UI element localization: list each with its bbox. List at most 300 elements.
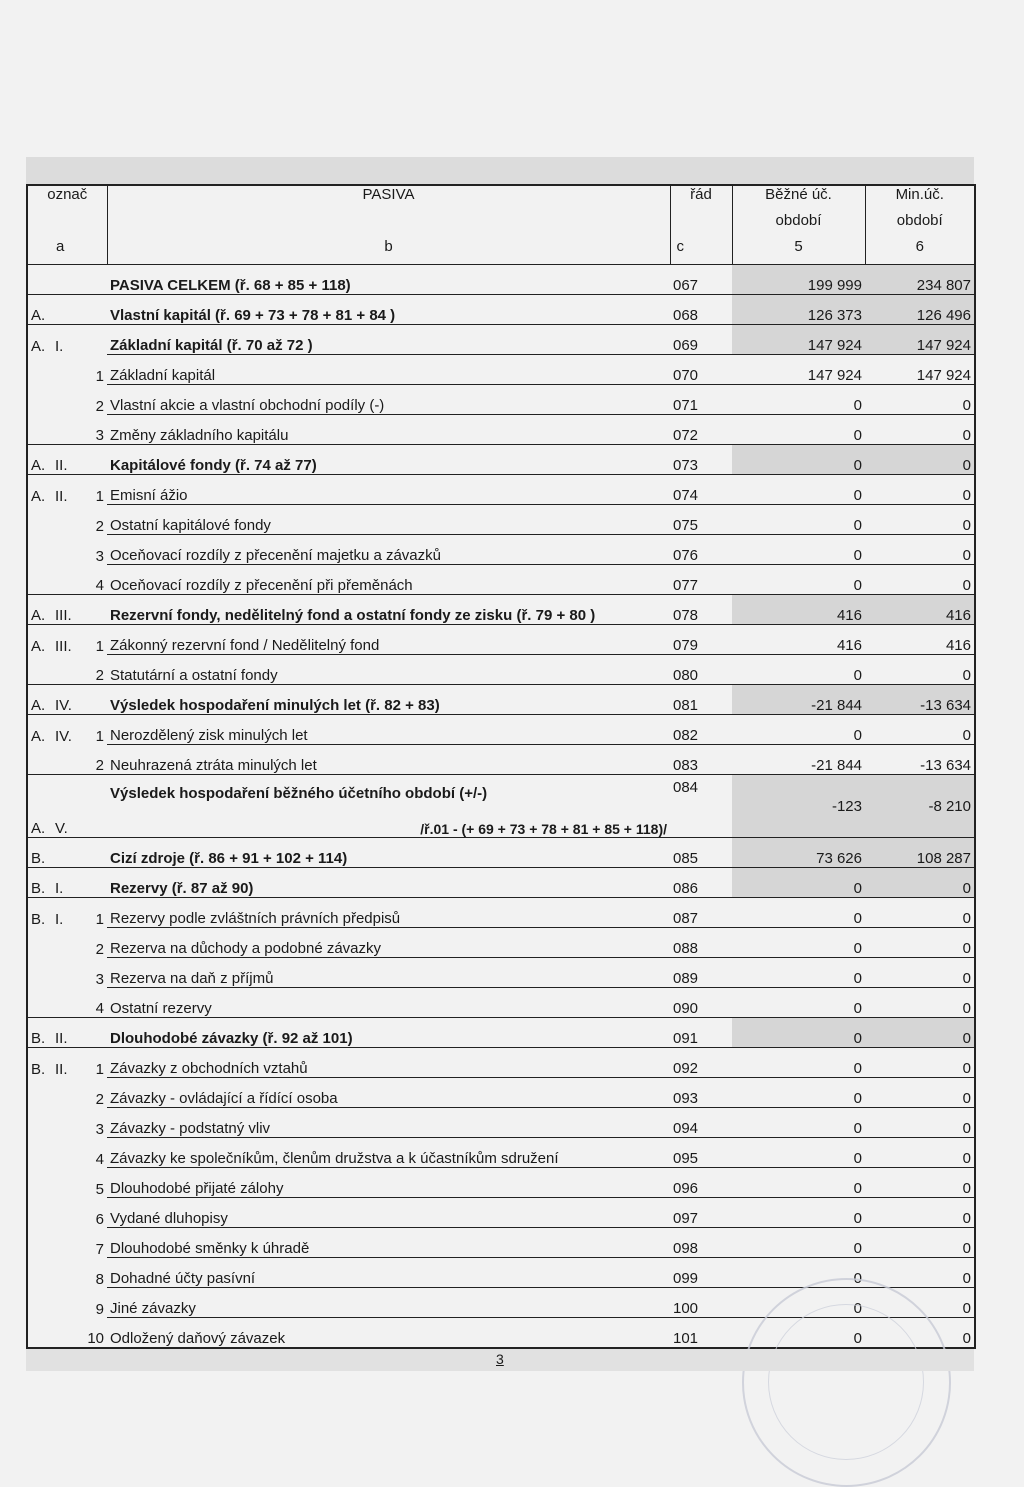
- row-section: A.: [31, 337, 46, 355]
- row-previous-period: -13 634: [865, 745, 975, 775]
- table-row: [27, 595, 975, 625]
- row-item-number: 2: [95, 757, 104, 774]
- table-row: [27, 685, 975, 715]
- row-section: [31, 1301, 55, 1318]
- row-current-period: 147 924: [732, 325, 865, 355]
- row-rad: 083: [670, 745, 732, 775]
- row-designation: [27, 535, 107, 565]
- row-description: Základní kapitál: [107, 355, 670, 385]
- row-previous-period: 416: [865, 625, 975, 655]
- row-section: B.: [31, 1060, 46, 1078]
- row-designation: [27, 595, 107, 625]
- col-header-pasiva: PASIVA: [107, 185, 670, 212]
- row-previous-period: 147 924: [865, 355, 975, 385]
- row-previous-period: 0: [865, 715, 975, 745]
- row-subsection: IV.: [55, 727, 72, 745]
- row-section: [31, 577, 55, 594]
- row-current-period: 126 373: [732, 295, 865, 325]
- row-subsection: II.: [55, 1030, 68, 1047]
- row-current-period: 0: [732, 565, 865, 595]
- row-designation: [27, 1288, 107, 1318]
- row-item-number: 10: [87, 1330, 104, 1347]
- row-rad: 082: [670, 715, 732, 745]
- row-item-number: 3: [95, 547, 104, 565]
- row-rad: 086: [670, 868, 732, 898]
- row-subsection: [55, 971, 96, 988]
- row-current-period: 0: [732, 505, 865, 535]
- row-rad: 088: [670, 928, 732, 958]
- row-current-period: 0: [732, 415, 865, 445]
- row-subsection: I.: [55, 337, 64, 355]
- row-current-period: 0: [732, 1168, 865, 1198]
- row-previous-period: 0: [865, 1048, 975, 1078]
- row-description: Kapitálové fondy (ř. 74 až 77): [107, 445, 670, 475]
- row-designation: [27, 1318, 107, 1349]
- row-subsection: III.: [55, 607, 72, 624]
- row-section: [31, 757, 55, 774]
- row-subsection: II.: [55, 487, 68, 505]
- row-designation: [27, 475, 107, 505]
- row-designation: [27, 1078, 107, 1108]
- table-row: [27, 535, 975, 565]
- row-description: Odložený daňový závazek: [107, 1318, 670, 1349]
- row-item-number: 4: [95, 1000, 104, 1017]
- row-description: Oceňovací rozdíly z přecenění majetku a závazků: [107, 535, 670, 565]
- row-current-period: 199 999: [732, 265, 865, 295]
- row-designation: [27, 1048, 107, 1078]
- table-row: [27, 1108, 975, 1138]
- page-number: 3: [496, 1351, 504, 1367]
- row-previous-period: 0: [865, 1288, 975, 1318]
- row-current-period: 0: [732, 1138, 865, 1168]
- row-rad: 071: [670, 385, 732, 415]
- row-description: Rezervy (ř. 87 až 90): [107, 868, 670, 898]
- header-band: [26, 157, 974, 185]
- row-subsection: [55, 427, 96, 444]
- row-designation: [27, 958, 107, 988]
- row-description: PASIVA CELKEM (ř. 68 + 85 + 118): [107, 265, 670, 295]
- row-subsection: [55, 1211, 96, 1228]
- row-rad: 087: [670, 898, 732, 928]
- row-designation: [27, 325, 107, 355]
- row-item-number: 5: [95, 1180, 104, 1198]
- row-item-number: 2: [95, 517, 104, 535]
- row-item-number: 2: [95, 667, 104, 684]
- row-description: Výsledek hospodaření běžného účetního období (+/-) /ř.01 - (+ 69 + 73 + 78 + 81 + 85 + 118)/: [107, 775, 670, 838]
- row-designation: [27, 898, 107, 928]
- row-rad: 073: [670, 445, 732, 475]
- row-description: Dlouhodobé směnky k úhradě: [107, 1228, 670, 1258]
- row-subsection: [55, 518, 96, 535]
- row-current-period: 0: [732, 1288, 865, 1318]
- row-subsection: [55, 307, 104, 324]
- row-current-period: 0: [732, 1258, 865, 1288]
- row-designation: [27, 295, 107, 325]
- row-previous-period: 0: [865, 1198, 975, 1228]
- row-previous-period: 0: [865, 898, 975, 928]
- row-rad: 099: [670, 1258, 732, 1288]
- row-description: Neuhrazená ztráta minulých let: [107, 745, 670, 775]
- row-designation: [27, 988, 107, 1018]
- row-current-period: 0: [732, 1108, 865, 1138]
- row-description: Nerozdělený zisk minulých let: [107, 715, 670, 745]
- row-designation: [27, 1198, 107, 1228]
- row-section: A.: [31, 727, 46, 745]
- row-previous-period: 0: [865, 565, 975, 595]
- row-rad: 078: [670, 595, 732, 625]
- row-rad: 084: [670, 775, 732, 838]
- row-item-number: 4: [95, 577, 104, 594]
- row-current-period: 0: [732, 1318, 865, 1349]
- row-previous-period: 416: [865, 595, 975, 625]
- row-rad: 077: [670, 565, 732, 595]
- table-row: [27, 475, 975, 505]
- row-previous-period: 0: [865, 1018, 975, 1048]
- row-previous-period: 0: [865, 1108, 975, 1138]
- row-rad: 097: [670, 1198, 732, 1228]
- row-item-number: 1: [95, 910, 104, 928]
- row-current-period: 416: [732, 625, 865, 655]
- table-row: [27, 325, 975, 355]
- row-rad: 089: [670, 958, 732, 988]
- row-previous-period: 0: [865, 655, 975, 685]
- row-designation: [27, 445, 107, 475]
- row-item-number: 2: [95, 397, 104, 415]
- row-section: [31, 1271, 55, 1288]
- row-item-number: 3: [95, 1120, 104, 1138]
- table-row: [27, 1138, 975, 1168]
- row-section: A.: [31, 487, 46, 505]
- row-previous-period: 0: [865, 1168, 975, 1198]
- table-row: [27, 565, 975, 595]
- row-previous-period: 0: [865, 958, 975, 988]
- row-rad: 101: [670, 1318, 732, 1349]
- row-current-period: 0: [732, 1198, 865, 1228]
- row-previous-period: 0: [865, 385, 975, 415]
- row-current-period: 73 626: [732, 838, 865, 868]
- table-row: [27, 295, 975, 325]
- row-designation: [27, 625, 107, 655]
- row-section: B.: [31, 1030, 46, 1047]
- row-subsection: I.: [55, 880, 64, 897]
- row-item-number: 1: [95, 727, 104, 745]
- row-item-number: 7: [95, 1240, 104, 1258]
- row-designation: [27, 1018, 107, 1048]
- table-row: [27, 988, 975, 1018]
- row-subsection: [55, 1181, 96, 1198]
- row-item-number: 2: [95, 1090, 104, 1108]
- row-previous-period: 0: [865, 868, 975, 898]
- row-description: Dohadné účty pasívní: [107, 1258, 670, 1288]
- row-description: Zákonný rezervní fond / Nedělitelný fond: [107, 625, 670, 655]
- row-current-period: -123: [732, 775, 865, 838]
- table-row: [27, 1198, 975, 1228]
- row-previous-period: 0: [865, 1078, 975, 1108]
- row-rad: 069: [670, 325, 732, 355]
- row-previous-period: 0: [865, 445, 975, 475]
- row-previous-period: 147 924: [865, 325, 975, 355]
- row-rad: 080: [670, 655, 732, 685]
- table-row: [27, 1048, 975, 1078]
- row-previous-period: -8 210: [865, 775, 975, 838]
- row-rad: 090: [670, 988, 732, 1018]
- row-section: [31, 368, 55, 385]
- row-current-period: 0: [732, 385, 865, 415]
- table-row: [27, 928, 975, 958]
- col-index-a: a: [27, 238, 107, 265]
- row-current-period: 416: [732, 595, 865, 625]
- row-description: Závazky - ovládající a řídící osoba: [107, 1078, 670, 1108]
- row-description: Oceňovací rozdíly z přecenění při přeměnách: [107, 565, 670, 595]
- row-section: [31, 398, 55, 415]
- row-current-period: 0: [732, 958, 865, 988]
- table-row: [27, 1018, 975, 1048]
- row-subsection: [55, 1241, 96, 1258]
- row-subsection: [55, 667, 96, 684]
- table-row: [27, 838, 975, 868]
- row-rad: 070: [670, 355, 732, 385]
- row-designation: [27, 1168, 107, 1198]
- row-current-period: -21 844: [732, 685, 865, 715]
- row-description: Cizí zdroje (ř. 86 + 91 + 102 + 114): [107, 838, 670, 868]
- row-rad: 092: [670, 1048, 732, 1078]
- row-description: Dlouhodobé závazky (ř. 92 až 101): [107, 1018, 670, 1048]
- row-current-period: 0: [732, 445, 865, 475]
- row-subsection: [55, 548, 96, 565]
- table-row: [27, 1168, 975, 1198]
- row-subsection: [55, 1151, 96, 1168]
- row-subsection: [55, 941, 96, 958]
- row-rad: 085: [670, 838, 732, 868]
- row-rad: 081: [670, 685, 732, 715]
- row-section: A.: [31, 607, 46, 624]
- row-subsection: [55, 577, 96, 594]
- row-description: Vydané dluhopisy: [107, 1198, 670, 1228]
- row-description: Závazky - podstatný vliv: [107, 1108, 670, 1138]
- row-section: A.: [31, 820, 46, 837]
- row-subsection: [55, 1330, 87, 1347]
- row-section: [31, 941, 55, 958]
- row-item-number: 1: [95, 487, 104, 505]
- row-description: Rezerva na důchody a podobné závazky: [107, 928, 670, 958]
- row-rad: 091: [670, 1018, 732, 1048]
- row-designation: [27, 505, 107, 535]
- row-previous-period: 108 287: [865, 838, 975, 868]
- row-previous-period: 0: [865, 988, 975, 1018]
- row-subsection: [55, 1121, 96, 1138]
- row-rad: 100: [670, 1288, 732, 1318]
- row-designation: [27, 1138, 107, 1168]
- row-item-number: 9: [95, 1300, 104, 1318]
- row-description: Základní kapitál (ř. 70 až 72 ): [107, 325, 670, 355]
- row-subsection: [55, 1091, 96, 1108]
- table-row: [27, 505, 975, 535]
- row-section: [31, 1091, 55, 1108]
- row-designation: [27, 1228, 107, 1258]
- row-designation: [27, 355, 107, 385]
- row-current-period: 0: [732, 1018, 865, 1048]
- row-subsection: [55, 850, 104, 867]
- row-section: A.: [31, 697, 46, 714]
- table-row: [27, 1078, 975, 1108]
- row-current-period: -21 844: [732, 745, 865, 775]
- row-section: [31, 1211, 55, 1228]
- row-item-number: 6: [95, 1210, 104, 1228]
- row-description: Ostatní rezervy: [107, 988, 670, 1018]
- row-section: B.: [31, 880, 46, 897]
- row-description: Vlastní kapitál (ř. 69 + 73 + 78 + 81 + 84 ): [107, 295, 670, 325]
- row-rad: 075: [670, 505, 732, 535]
- row-description: Vlastní akcie a vlastní obchodní podíly (-): [107, 385, 670, 415]
- row-description: Rezerva na daň z příjmů: [107, 958, 670, 988]
- row-section: [31, 1241, 55, 1258]
- col-header-oznac: označ: [27, 185, 107, 212]
- row-description: Jiné závazky: [107, 1288, 670, 1318]
- row-section: [31, 1151, 55, 1168]
- row-designation: [27, 838, 107, 868]
- row-current-period: 0: [732, 868, 865, 898]
- row-subsection: [55, 368, 96, 385]
- row-section: [31, 518, 55, 535]
- row-description-formula: /ř.01 - (+ 69 + 73 + 78 + 81 + 85 + 118)/: [420, 821, 667, 837]
- row-previous-period: 0: [865, 1258, 975, 1288]
- row-subsection: [55, 757, 96, 774]
- row-rad: 072: [670, 415, 732, 445]
- col-index-c: c: [670, 238, 732, 265]
- col-index-b: b: [107, 238, 670, 265]
- row-section: A.: [31, 307, 46, 324]
- row-previous-period: 0: [865, 1138, 975, 1168]
- row-designation: [27, 415, 107, 445]
- row-previous-period: 0: [865, 928, 975, 958]
- row-previous-period: 234 807: [865, 265, 975, 295]
- row-description: Emisní ážio: [107, 475, 670, 505]
- table-row: [27, 385, 975, 415]
- row-current-period: 0: [732, 715, 865, 745]
- row-previous-period: 0: [865, 1318, 975, 1349]
- row-designation: [27, 868, 107, 898]
- row-description: Výsledek hospodaření minulých let (ř. 82 + 83): [107, 685, 670, 715]
- row-previous-period: 0: [865, 505, 975, 535]
- table-row: [27, 898, 975, 928]
- row-item-number: 4: [95, 1150, 104, 1168]
- row-item-number: 1: [95, 1060, 104, 1078]
- row-designation: [27, 1258, 107, 1288]
- row-description: Závazky ke společníkům, členům družstva a k účastníkům sdružení: [107, 1138, 670, 1168]
- row-previous-period: -13 634: [865, 685, 975, 715]
- row-previous-period: 0: [865, 475, 975, 505]
- row-current-period: 0: [732, 988, 865, 1018]
- row-section: [31, 427, 55, 444]
- row-current-period: 0: [732, 655, 865, 685]
- col-header-rad: řád: [670, 185, 732, 212]
- row-subsection: I.: [55, 910, 64, 928]
- auditor-stamp: [742, 1278, 951, 1487]
- row-rad: 095: [670, 1138, 732, 1168]
- row-previous-period: 0: [865, 1228, 975, 1258]
- row-subsection: II.: [55, 457, 68, 474]
- row-description: Ostatní kapitálové fondy: [107, 505, 670, 535]
- row-description: Závazky z obchodních vztahů: [107, 1048, 670, 1078]
- table-row: [27, 868, 975, 898]
- row-current-period: 0: [732, 475, 865, 505]
- table-row: [27, 1228, 975, 1258]
- row-item-number: 8: [95, 1270, 104, 1288]
- col-index-6: 6: [865, 238, 975, 265]
- row-rad: 068: [670, 295, 732, 325]
- row-previous-period: 0: [865, 415, 975, 445]
- row-designation: [27, 928, 107, 958]
- row-rad: 096: [670, 1168, 732, 1198]
- row-subsection: [55, 1000, 96, 1017]
- pasiva-table: [26, 184, 976, 1349]
- row-section: [31, 667, 55, 684]
- row-designation: [27, 775, 107, 838]
- row-rad: 094: [670, 1108, 732, 1138]
- row-current-period: 0: [732, 1048, 865, 1078]
- row-previous-period: 0: [865, 535, 975, 565]
- table-row: [27, 745, 975, 775]
- row-section: [31, 1330, 55, 1347]
- row-subsection: [55, 398, 96, 415]
- row-section: B.: [31, 850, 46, 867]
- row-designation: [27, 745, 107, 775]
- table-row: [27, 775, 975, 838]
- row-designation: [27, 565, 107, 595]
- row-rad: 093: [670, 1078, 732, 1108]
- row-designation: [27, 715, 107, 745]
- row-item-number: 1: [95, 367, 104, 385]
- row-section: [31, 1121, 55, 1138]
- row-item-number: 2: [95, 940, 104, 958]
- row-section: A.: [31, 637, 46, 655]
- row-current-period: 147 924: [732, 355, 865, 385]
- row-item-number: 1: [95, 637, 104, 655]
- row-description: Změny základního kapitálu: [107, 415, 670, 445]
- row-designation: [27, 385, 107, 415]
- table-row: [27, 415, 975, 445]
- row-current-period: 0: [732, 535, 865, 565]
- row-description: Rezervy podle zvláštních právních předpisů: [107, 898, 670, 928]
- row-subsection: [55, 1271, 96, 1288]
- row-section: B.: [31, 910, 46, 928]
- col-header-minule-sub: období: [896, 212, 943, 229]
- row-description: Dlouhodobé přijaté zálohy: [107, 1168, 670, 1198]
- row-rad: 067: [670, 265, 732, 295]
- col-header-bezne-sub: období: [732, 212, 865, 238]
- col-header-minule: Min.úč.: [895, 186, 944, 203]
- col-header-bezne: Běžné úč.: [732, 185, 865, 212]
- row-current-period: 0: [732, 928, 865, 958]
- table-row: [27, 445, 975, 475]
- row-designation: [27, 265, 107, 295]
- row-section: A.: [31, 457, 46, 474]
- row-designation: [27, 655, 107, 685]
- table-row: [27, 655, 975, 685]
- row-description: Rezervní fondy, nedělitelný fond a ostatní fondy ze zisku (ř. 79 + 80 ): [107, 595, 670, 625]
- row-description: Statutární a ostatní fondy: [107, 655, 670, 685]
- row-subsection: IV.: [55, 697, 72, 714]
- row-subsection: III.: [55, 637, 72, 655]
- row-rad: 098: [670, 1228, 732, 1258]
- row-subsection: V.: [55, 820, 68, 837]
- row-item-number: 3: [95, 427, 104, 444]
- col-index-5: 5: [732, 238, 865, 265]
- table-row: [27, 355, 975, 385]
- row-section: [31, 1181, 55, 1198]
- row-subsection: II.: [55, 1060, 68, 1078]
- row-section: [31, 548, 55, 565]
